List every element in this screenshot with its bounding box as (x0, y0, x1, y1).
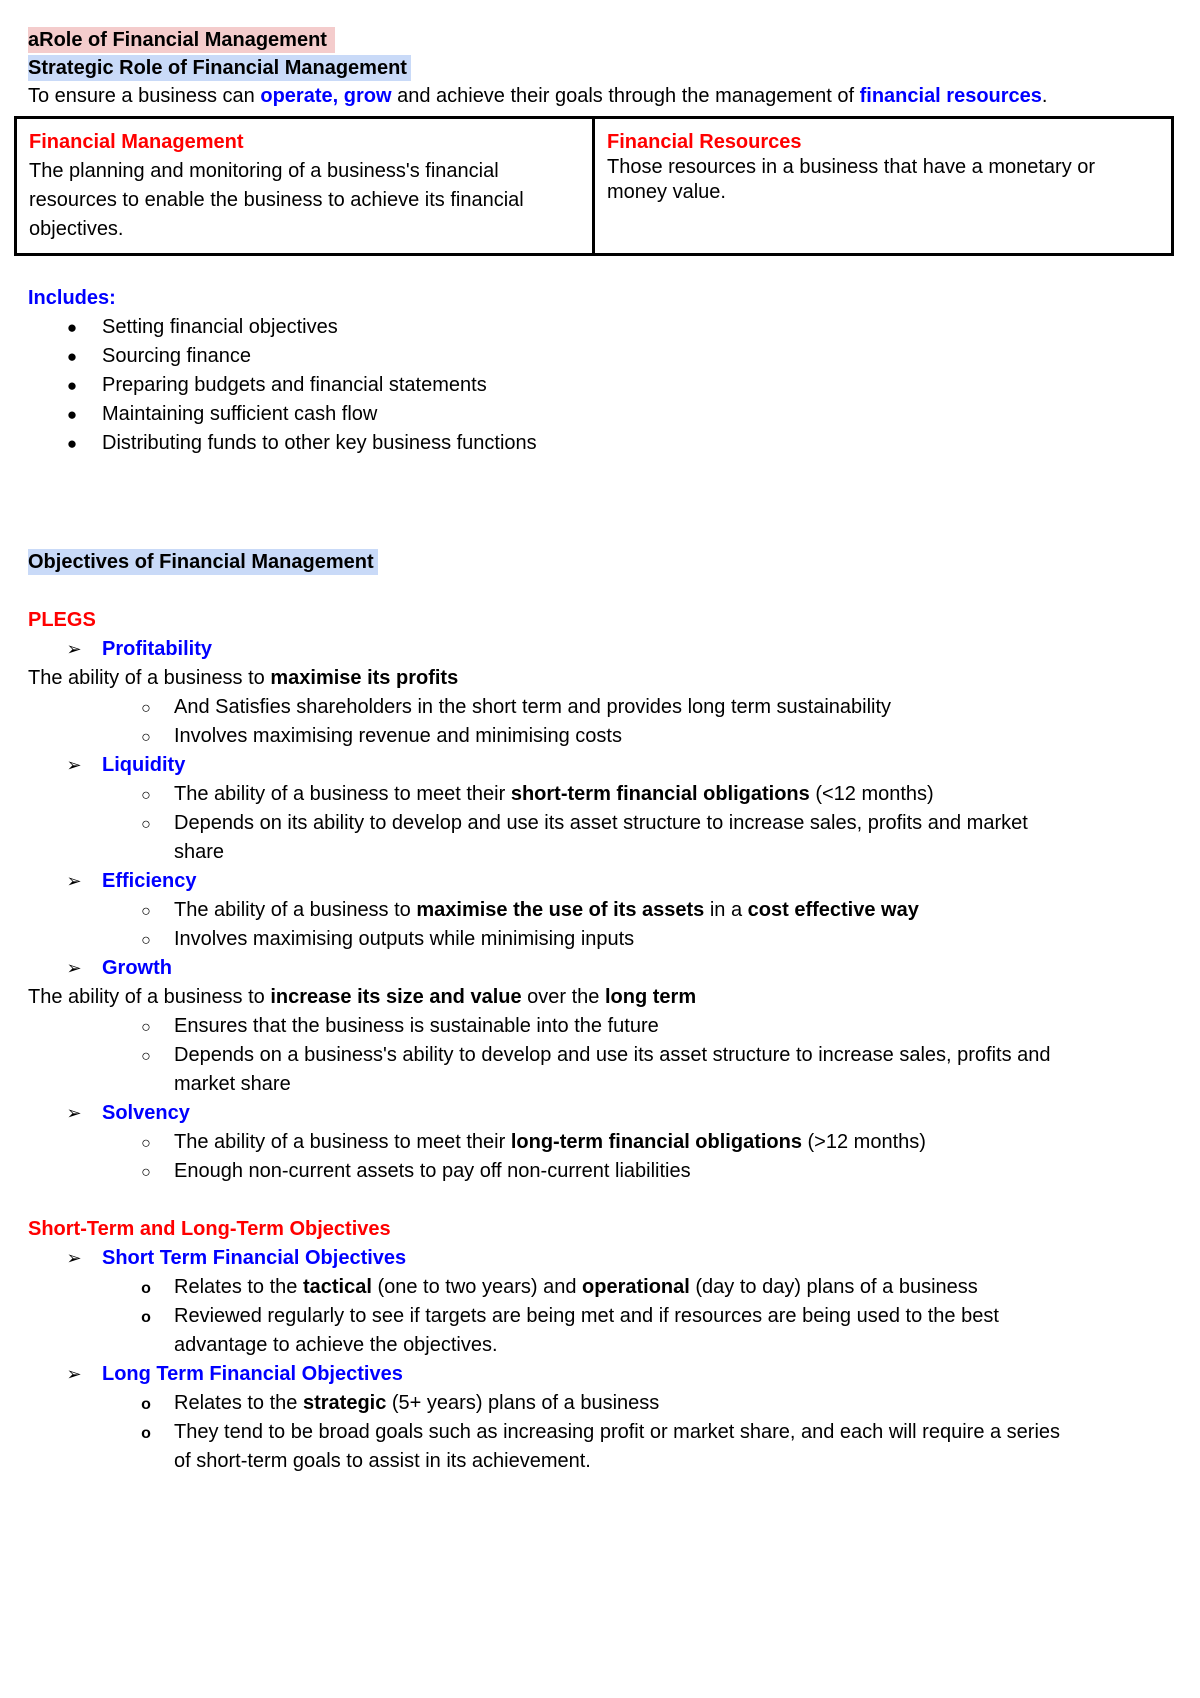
arrow-bullet-icon: ➢ (66, 639, 82, 659)
objective-growth (64, 955, 172, 981)
list-item: ○ Enough non-current assets to pay off non-current liabilities (136, 1158, 691, 1186)
intro-operate-grow: operate, grow (260, 85, 392, 107)
circle-bullet-icon: ○ (141, 729, 151, 746)
objective-efficiency (64, 868, 196, 894)
list-item: o Relates to the tactical (one to two years) and operational (day to day) plans of a business (136, 1274, 978, 1302)
arrow-bullet-icon: ➢ (66, 1103, 82, 1123)
list-item: ○ The ability of a business to meet their short-term financial obligations (<12 months) (136, 781, 934, 809)
definition-cell-financial-management (17, 119, 595, 253)
definition-cell-financial-resources (595, 119, 1171, 253)
circle-bullet-icon: ○ (141, 903, 151, 920)
ring-bullet-icon: o (141, 1280, 151, 1297)
circle-bullet-icon: ○ (141, 816, 151, 833)
circle-bullet-icon: ○ (141, 1135, 151, 1152)
bullet-disc-icon: ● (66, 405, 78, 424)
definition-line: The planning and monitoring of a business's financial (29, 160, 499, 182)
definition-line: Those resources in a business that have a monetary or (607, 156, 1096, 178)
intro-pre: To ensure a business can (28, 85, 261, 107)
circle-bullet-icon: ○ (141, 700, 151, 717)
list-item: ○ Involves maximising outputs while minimising inputs (136, 926, 634, 954)
list-item-continuation: advantage to achieve the objectives. (174, 1334, 498, 1356)
plegs-acronym: PLEGS (28, 609, 96, 631)
intro-post: . (1041, 85, 1048, 107)
circle-bullet-icon: ○ (141, 1019, 151, 1036)
arrow-bullet-icon: ➢ (66, 1364, 82, 1384)
objective-liquidity (64, 752, 185, 778)
arrow-bullet-icon: ➢ (66, 958, 82, 978)
arrow-bullet-icon: ➢ (66, 755, 82, 775)
list-item: ○ Ensures that the business is sustainable into the future (136, 1013, 659, 1041)
definition-line: money value. (607, 181, 726, 203)
circle-bullet-icon: ○ (141, 787, 151, 804)
circle-bullet-icon: ○ (141, 1164, 151, 1181)
growth-definition: The ability of a business to increase its size and value over the long term (28, 986, 697, 1008)
long-term-objectives (64, 1361, 403, 1387)
ring-bullet-icon: o (141, 1309, 151, 1326)
list-item: ● Distributing funds to other key business functions (62, 430, 537, 457)
term-objectives-heading: Short-Term and Long-Term Objectives (28, 1218, 391, 1240)
objective-solvency (64, 1100, 190, 1126)
term-financial-management: Financial Management (29, 131, 244, 153)
objective-title: Long Term Financial Objectives (102, 1363, 403, 1385)
arrow-bullet-icon: ➢ (66, 871, 82, 891)
intro-mid: and achieve their goals through the management of (391, 85, 860, 107)
objective-title: Liquidity (102, 754, 186, 776)
bullet-disc-icon: ● (66, 318, 78, 337)
list-item-continuation: market share (174, 1073, 291, 1095)
doc-title: aRole of Financial Management (28, 27, 335, 53)
intro-financial-resources: financial resources (859, 85, 1042, 107)
bullet-disc-icon: ● (66, 434, 78, 453)
circle-bullet-icon: ○ (141, 1048, 151, 1065)
list-item: ○ Involves maximising revenue and minimising costs (136, 723, 622, 751)
arrow-bullet-icon: ➢ (66, 1248, 82, 1268)
list-item: ● Maintaining sufficient cash flow (62, 401, 377, 428)
list-item-continuation: of short-term goals to assist in its achievement. (174, 1450, 591, 1472)
includes-label: Includes: (28, 287, 116, 309)
objectives-heading: Objectives of Financial Management (28, 549, 378, 575)
objective-title: Short Term Financial Objectives (102, 1247, 407, 1269)
list-item: ● Preparing budgets and financial statements (62, 372, 487, 399)
definition-line: resources to enable the business to achieve its financial (29, 189, 524, 211)
objective-title: Profitability (102, 638, 213, 660)
short-term-objectives (64, 1245, 406, 1271)
objective-profitability (64, 636, 212, 662)
list-item: ● Sourcing finance (62, 343, 251, 370)
bullet-disc-icon: ● (66, 347, 78, 366)
bullet-disc-icon: ● (66, 376, 78, 395)
definition-line: objectives. (29, 218, 124, 240)
intro-line (28, 83, 1047, 109)
list-item: ○ And Satisfies shareholders in the short term and provides long term sustainability (136, 694, 891, 722)
ring-bullet-icon: o (141, 1396, 151, 1413)
doc-subtitle: Strategic Role of Financial Management (28, 55, 411, 81)
list-item: o They tend to be broad goals such as increasing profit or market share, and each will require a series (136, 1419, 1060, 1447)
list-item: ● Setting financial objectives (62, 314, 338, 341)
list-item-continuation: share (174, 841, 225, 863)
term-financial-resources: Financial Resources (607, 131, 802, 153)
list-item: ○ Depends on a business's ability to develop and use its asset structure to increase sales, profits and (136, 1042, 1051, 1070)
profitability-definition: The ability of a business to maximise its profits (28, 667, 459, 689)
list-item: o Reviewed regularly to see if targets are being met and if resources are being used to the best (136, 1303, 999, 1331)
objective-title: Solvency (102, 1102, 190, 1124)
objective-title: Efficiency (102, 870, 197, 892)
list-item: ○ The ability of a business to meet their long-term financial obligations (>12 months) (136, 1129, 926, 1157)
list-item: o Relates to the strategic (5+ years) plans of a business (136, 1390, 659, 1418)
definitions-table (14, 116, 1174, 256)
list-item: ○ The ability of a business to maximise the use of its assets in a cost effective way (136, 897, 919, 925)
objective-title: Growth (102, 957, 172, 979)
list-item: ○ Depends on its ability to develop and use its asset structure to increase sales, profits and market (136, 810, 1028, 838)
circle-bullet-icon: ○ (141, 932, 151, 949)
ring-bullet-icon: o (141, 1425, 151, 1442)
